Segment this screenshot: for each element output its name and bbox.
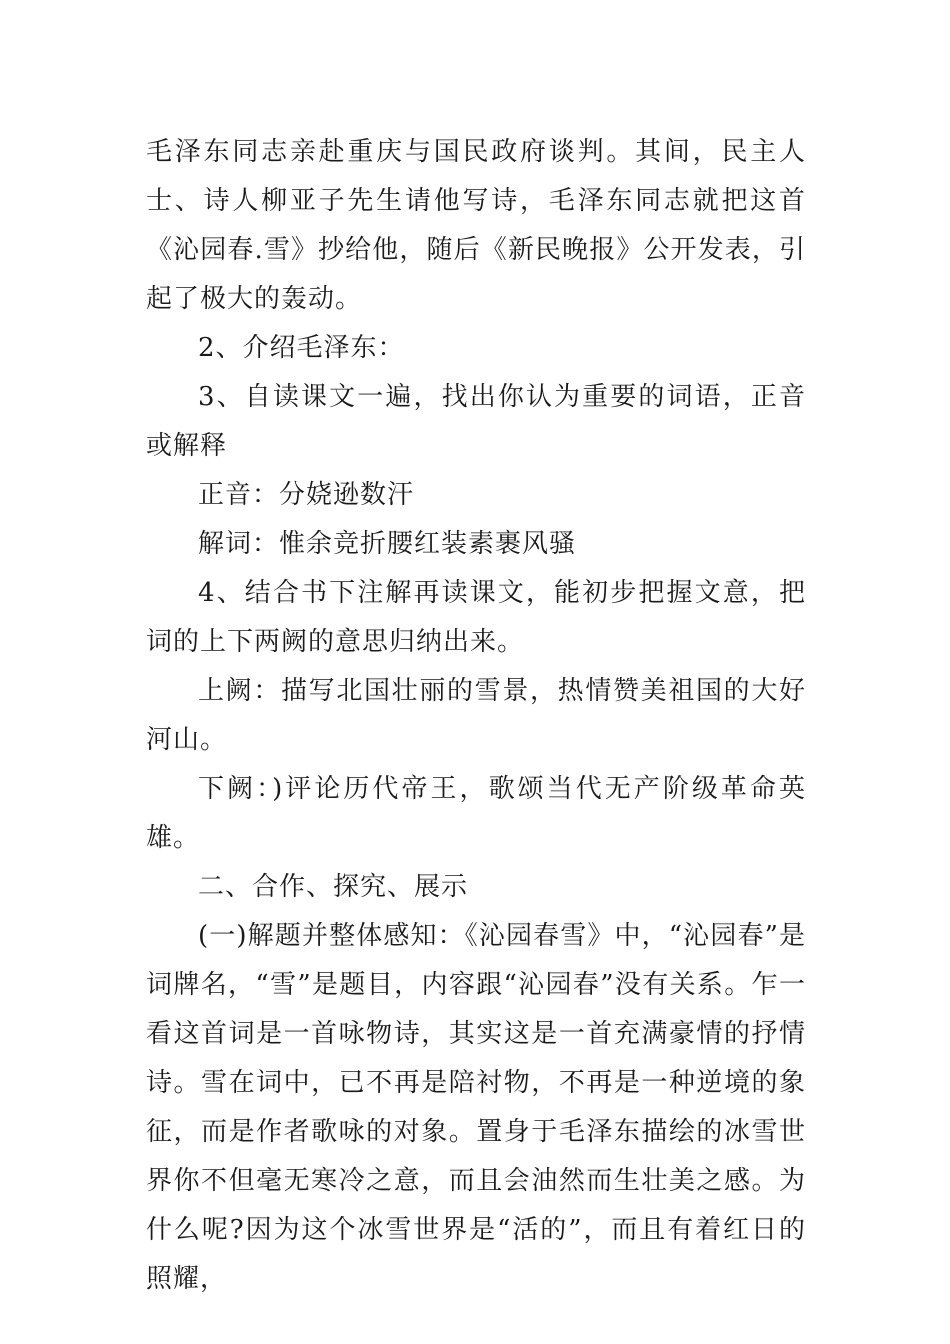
paragraph-pronunciation: 正音：分娆逊数汗: [198, 480, 415, 510]
paragraph-intro: 毛泽东同志亲赴重庆与国民政府谈判。其间，民主人士、诗人柳亚子先生请他写诗，毛泽东同志就把这首《沁园春.雪》抄给他，随后《新民晚报》公开发表，引起了极大的轰动。: [146, 137, 806, 314]
paragraph-lower-stanza: 下阙：)评论历代帝王，歌颂当代无产阶级革命英雄。: [146, 774, 806, 853]
paragraph-upper-stanza: 上阙：描写北国壮丽的雪景，热情赞美祖国的大好河山。: [146, 676, 806, 755]
paragraph-item-3: 3、自读课文一遍，找出你认为重要的词语，正音或解释: [146, 382, 806, 461]
section-heading-2: 二、合作、探究、展示: [198, 872, 469, 902]
paragraph-analysis: (一)解题并整体感知：《沁园春雪》中，“沁园春”是词牌名，“雪”是题目，内容跟“沁园春”没有关系。乍一看这首词是一首咏物诗，其实这是一首充满豪情的抒情诗。雪在词中，已不再是陪衬物，不再是一种逆境的象征，而是作者歌咏的对象。置身于毛泽东描绘的冰雪世界你不但毫无寒冷之意，而且会油然而生壮美之感。为什么呢?因为这个冰雪世界是“活的”，而且有着红日的照耀，: [146, 921, 806, 1294]
paragraph-item-4: 4、结合书下注解再读课文，能初步把握文意，把词的上下两阙的意思归纳出来。: [146, 578, 806, 657]
paragraph-item-2: 2、介绍毛泽东：: [198, 333, 405, 363]
document-body: [146, 128, 806, 1304]
paragraph-vocabulary: 解词：惟余竞折腰红装素裹风骚: [198, 529, 577, 559]
